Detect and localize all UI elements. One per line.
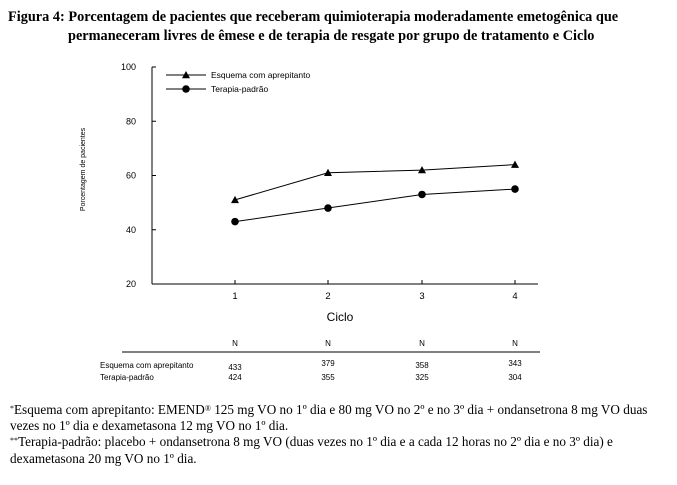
legend-marker-circle (182, 85, 190, 93)
n-value: 304 (508, 373, 522, 382)
n-header: N (325, 339, 331, 348)
x-tick-label: 3 (419, 291, 425, 302)
y-axis-title: Porcentagem de pacientes (80, 127, 87, 212)
registered-mark: ® (204, 404, 211, 413)
n-value: 355 (321, 373, 335, 382)
n-header: N (512, 339, 518, 348)
chart-axes (80, 62, 538, 324)
y-tick-label: 40 (125, 224, 136, 235)
y-tick-label: 80 (125, 116, 136, 127)
x-tick-label: 1 (232, 291, 238, 302)
data-point-circle (511, 185, 519, 193)
y-tick-label: 20 (125, 279, 136, 289)
n-value: 433 (228, 363, 242, 372)
data-point-triangle (511, 161, 519, 168)
data-point-circle (231, 218, 239, 226)
footnote-standard-therapy (10, 434, 672, 466)
series-line-aprepitant (235, 165, 515, 200)
series-line-standard (235, 189, 515, 222)
footnote-aprepitant-rest: 125 mg VO no 1º dia e 80 mg VO no 2º e no 3º dia + ondansetrona 8 mg VO duas vezes no 1º dia e dexametasona 12 mg VO no 1º dia. (10, 402, 648, 434)
n-header: N (232, 339, 238, 348)
footnote-aprepitant (10, 402, 672, 434)
n-value: 424 (228, 373, 242, 382)
figure-title-line-2: permaneceram livres de êmese e de terapia de resgate por grupo de tratamento e Ciclo (68, 28, 595, 44)
footnotes (10, 402, 672, 467)
n-value: 358 (415, 361, 429, 370)
footnote-marker: ** (10, 436, 18, 446)
legend-label: Terapia-padrão (211, 84, 269, 94)
data-point-circle (324, 204, 332, 212)
footnote-standard-therapy-text: Terapia-padrão: placebo + ondansetrona 8 mg VO (duas vezes no 1º dia e a cada 12 horas no 2º dia e no 3º dia) e dexametasona 20 mg VO no 1º dia. (10, 434, 613, 466)
n-value: 343 (508, 359, 522, 368)
y-tick-label: 60 (125, 170, 136, 181)
footnote-aprepitant-lead: Esquema com aprepitanto: EMEND (14, 402, 205, 417)
x-tick-label: 4 (512, 291, 518, 302)
footnote-marker: * (10, 404, 14, 413)
legend-label: Esquema com aprepitanto (211, 70, 311, 80)
x-tick-label: 2 (325, 291, 331, 302)
n-table (100, 339, 540, 382)
n-value: 325 (415, 373, 429, 382)
figure-title-line-1: Figura 4: Porcentagem de pacientes que receberam quimioterapia moderadamente emetogênica que (8, 9, 619, 25)
n-header: N (419, 339, 425, 348)
n-row-label: Terapia-padrão (100, 373, 154, 382)
n-row-label: Esquema com aprepitanto (100, 361, 194, 370)
chart-legend (166, 70, 310, 94)
y-tick-label: 100 (120, 62, 136, 72)
chart-series (231, 161, 519, 226)
x-axis-title: Ciclo (326, 310, 354, 324)
n-value: 379 (321, 359, 335, 368)
data-point-circle (418, 191, 426, 199)
